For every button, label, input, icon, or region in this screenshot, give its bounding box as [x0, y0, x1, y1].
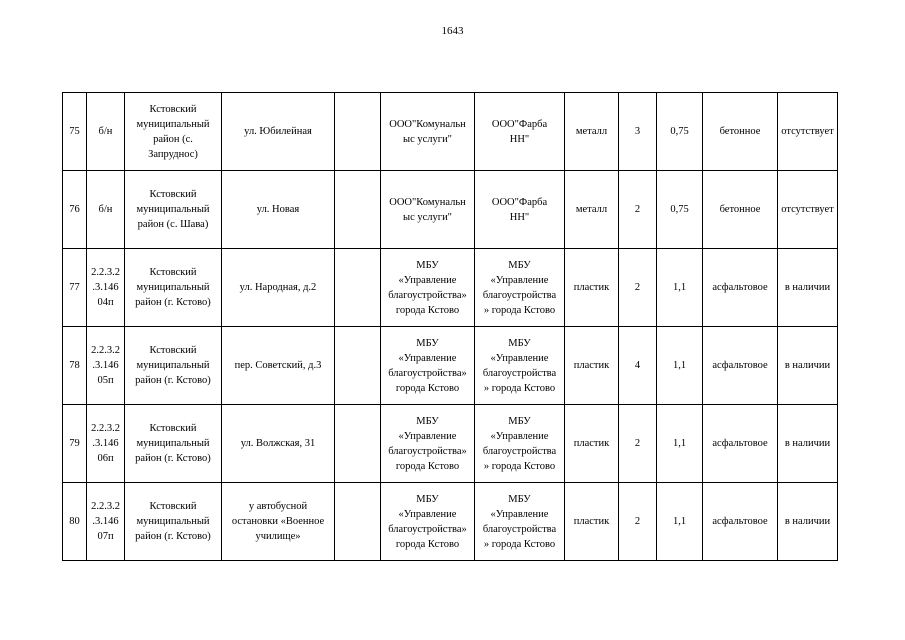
cell-address [222, 405, 335, 483]
cell-number: 79 [63, 405, 87, 483]
cell-line: муниципальный [136, 282, 210, 293]
cell-line: б/н [98, 126, 113, 137]
cell-line: район (с. [153, 133, 193, 145]
cell-surface: асфальтовое [703, 327, 778, 405]
cell-line: Кстовский [149, 267, 197, 278]
cell-line: ООО"Комунальн [389, 118, 466, 130]
cell-material: пластик [565, 249, 619, 327]
cell-line: » города Кстово [483, 382, 556, 394]
table-row [63, 93, 838, 171]
cell-owner [381, 405, 475, 483]
cell-line: .3.146 [92, 516, 119, 527]
cell-fence: отсутствует [778, 93, 838, 171]
cell-container-count: 3 [619, 93, 657, 171]
cell-line: благоустройства [482, 289, 557, 301]
cell-operator [475, 483, 565, 561]
cell-line: благоустройства» [388, 445, 467, 457]
cell-line: ул. Юбилейная [244, 126, 312, 137]
cell-line: училище» [255, 531, 301, 542]
cell-line: благоустройства» [388, 289, 467, 301]
cell-operator [475, 249, 565, 327]
cell-line: 2.2.3.2 [91, 345, 120, 356]
cell-line: муниципальный [136, 118, 210, 130]
cell-line: район (г. Кстово) [135, 453, 211, 464]
cell-line: » города Кстово [483, 460, 556, 472]
cell-line: муниципальный [136, 438, 210, 449]
table-row [63, 327, 838, 405]
cell-line: МБУ [416, 259, 439, 271]
cell-line: район (г. Кстово) [135, 297, 211, 308]
cell-registry-number [87, 483, 125, 561]
cell-line: МБУ [508, 337, 531, 349]
cell-line: .3.146 [92, 282, 119, 293]
cell-line: МБУ [416, 415, 439, 427]
cell-number: 75 [63, 93, 87, 171]
cell-material: металл [565, 93, 619, 171]
cell-registry-number [87, 327, 125, 405]
cell-material: пластик [565, 405, 619, 483]
cell-operator [475, 327, 565, 405]
cell-line: район (с. Шава) [137, 219, 209, 230]
table-row [63, 249, 838, 327]
cell-line: ул. Новая [256, 204, 300, 215]
cell-line: «Управление [490, 274, 549, 286]
cell-line: города Кстово [395, 304, 460, 316]
cell-volume: 1,1 [657, 483, 703, 561]
cell-line: благоустройства [482, 445, 557, 457]
cell-operator [475, 405, 565, 483]
cell-line: 2.2.3.2 [91, 501, 120, 512]
cell-line: НН" [509, 133, 530, 145]
cell-line: города Кстово [395, 382, 460, 394]
cell-number: 78 [63, 327, 87, 405]
cell-line: Кстовский [149, 423, 197, 434]
cell-empty [335, 171, 381, 249]
cell-line: 2.2.3.2 [91, 423, 120, 434]
cell-address [222, 93, 335, 171]
cell-fence: в наличии [778, 249, 838, 327]
cell-volume: 1,1 [657, 327, 703, 405]
cell-line: «Управление [398, 430, 457, 442]
cell-registry-number [87, 93, 125, 171]
cell-volume: 0,75 [657, 93, 703, 171]
cell-registry-number [87, 405, 125, 483]
cell-line: МБУ [508, 493, 531, 505]
cell-line: 06п [97, 453, 114, 464]
cell-line: у автобусной [248, 501, 308, 512]
cell-empty [335, 405, 381, 483]
cell-line: 07п [97, 531, 114, 542]
cell-line: «Управление [398, 274, 457, 286]
cell-line: МБУ [416, 493, 439, 505]
cell-line: 04п [97, 297, 114, 308]
cell-line: благоустройства» [388, 523, 467, 535]
cell-line: города Кстово [395, 460, 460, 472]
cell-line: ООО"Фарба [491, 196, 548, 208]
cell-material: пластик [565, 483, 619, 561]
cell-fence: в наличии [778, 483, 838, 561]
cell-line: » города Кстово [483, 304, 556, 316]
cell-container-count: 2 [619, 483, 657, 561]
cell-district [125, 483, 222, 561]
cell-fence: в наличии [778, 327, 838, 405]
cell-owner [381, 327, 475, 405]
cell-owner [381, 171, 475, 249]
cell-volume: 0,75 [657, 171, 703, 249]
cell-volume: 1,1 [657, 405, 703, 483]
cell-line: ООО"Фарба [491, 118, 548, 130]
cell-line: Кстовский [149, 103, 197, 115]
cell-line: 05п [97, 375, 114, 386]
cell-line: «Управление [490, 352, 549, 364]
page-number: 1643 [441, 25, 464, 37]
cell-registry-number [87, 171, 125, 249]
cell-surface: асфальтовое [703, 405, 778, 483]
cell-line: б/н [98, 204, 113, 215]
cell-owner [381, 249, 475, 327]
cell-district [125, 405, 222, 483]
cell-line: Запруднос) [148, 148, 198, 160]
cell-district [125, 249, 222, 327]
cell-volume: 1,1 [657, 249, 703, 327]
cell-line: муниципальный [136, 516, 210, 527]
cell-container-count: 2 [619, 171, 657, 249]
cell-line: МБУ [416, 337, 439, 349]
cell-district [125, 327, 222, 405]
cell-fence: отсутствует [778, 171, 838, 249]
cell-number: 77 [63, 249, 87, 327]
cell-operator [475, 93, 565, 171]
cell-line: Кстовский [149, 189, 197, 200]
cell-line: ООО"Комунальн [389, 196, 466, 208]
cell-line: остановки «Военное [231, 516, 325, 527]
cell-line: «Управление [490, 430, 549, 442]
cell-container-count: 4 [619, 327, 657, 405]
cell-line: муниципальный [136, 360, 210, 371]
cell-line: благоустройства [482, 523, 557, 535]
cell-container-count: 2 [619, 405, 657, 483]
cell-owner [381, 93, 475, 171]
cell-line: НН" [509, 211, 530, 223]
cell-line: благоустройства» [388, 367, 467, 379]
cell-line: муниципальный [136, 204, 210, 215]
cell-line: «Управление [398, 508, 457, 520]
cell-fence: в наличии [778, 405, 838, 483]
cell-line: район (г. Кстово) [135, 531, 211, 542]
cell-line: «Управление [398, 352, 457, 364]
cell-line: ыс услуги" [403, 211, 452, 223]
cell-line: МБУ [508, 259, 531, 271]
cell-surface: бетонное [703, 171, 778, 249]
cell-number: 76 [63, 171, 87, 249]
cell-address [222, 327, 335, 405]
cell-registry-number [87, 249, 125, 327]
cell-line: «Управление [490, 508, 549, 520]
cell-line: Кстовский [149, 501, 197, 512]
cell-owner [381, 483, 475, 561]
cell-number: 80 [63, 483, 87, 561]
cell-operator [475, 171, 565, 249]
cell-line: города Кстово [395, 538, 460, 550]
cell-line: Кстовский [149, 345, 197, 356]
cell-address [222, 171, 335, 249]
table-row [63, 405, 838, 483]
table-row [63, 483, 838, 561]
cell-surface: асфальтовое [703, 483, 778, 561]
cell-address [222, 249, 335, 327]
cell-empty [335, 327, 381, 405]
cell-line: пер. Советский, д.3 [234, 360, 322, 371]
cell-empty [335, 93, 381, 171]
cell-line: .3.146 [92, 438, 119, 449]
registry-table [62, 92, 838, 561]
cell-line: .3.146 [92, 360, 119, 371]
cell-surface: бетонное [703, 93, 778, 171]
cell-line: ул. Волжская, 31 [240, 438, 316, 449]
cell-line: ыс услуги" [403, 133, 452, 145]
cell-empty [335, 249, 381, 327]
table-row [63, 171, 838, 249]
cell-material: пластик [565, 327, 619, 405]
cell-line: район (г. Кстово) [135, 375, 211, 386]
cell-line: ул. Народная, д.2 [239, 282, 317, 293]
cell-line: благоустройства [482, 367, 557, 379]
cell-address [222, 483, 335, 561]
cell-district [125, 93, 222, 171]
cell-material: металл [565, 171, 619, 249]
cell-line: МБУ [508, 415, 531, 427]
cell-container-count: 2 [619, 249, 657, 327]
cell-surface: асфальтовое [703, 249, 778, 327]
cell-empty [335, 483, 381, 561]
cell-district [125, 171, 222, 249]
cell-line: 2.2.3.2 [91, 267, 120, 278]
cell-line: » города Кстово [483, 538, 556, 550]
